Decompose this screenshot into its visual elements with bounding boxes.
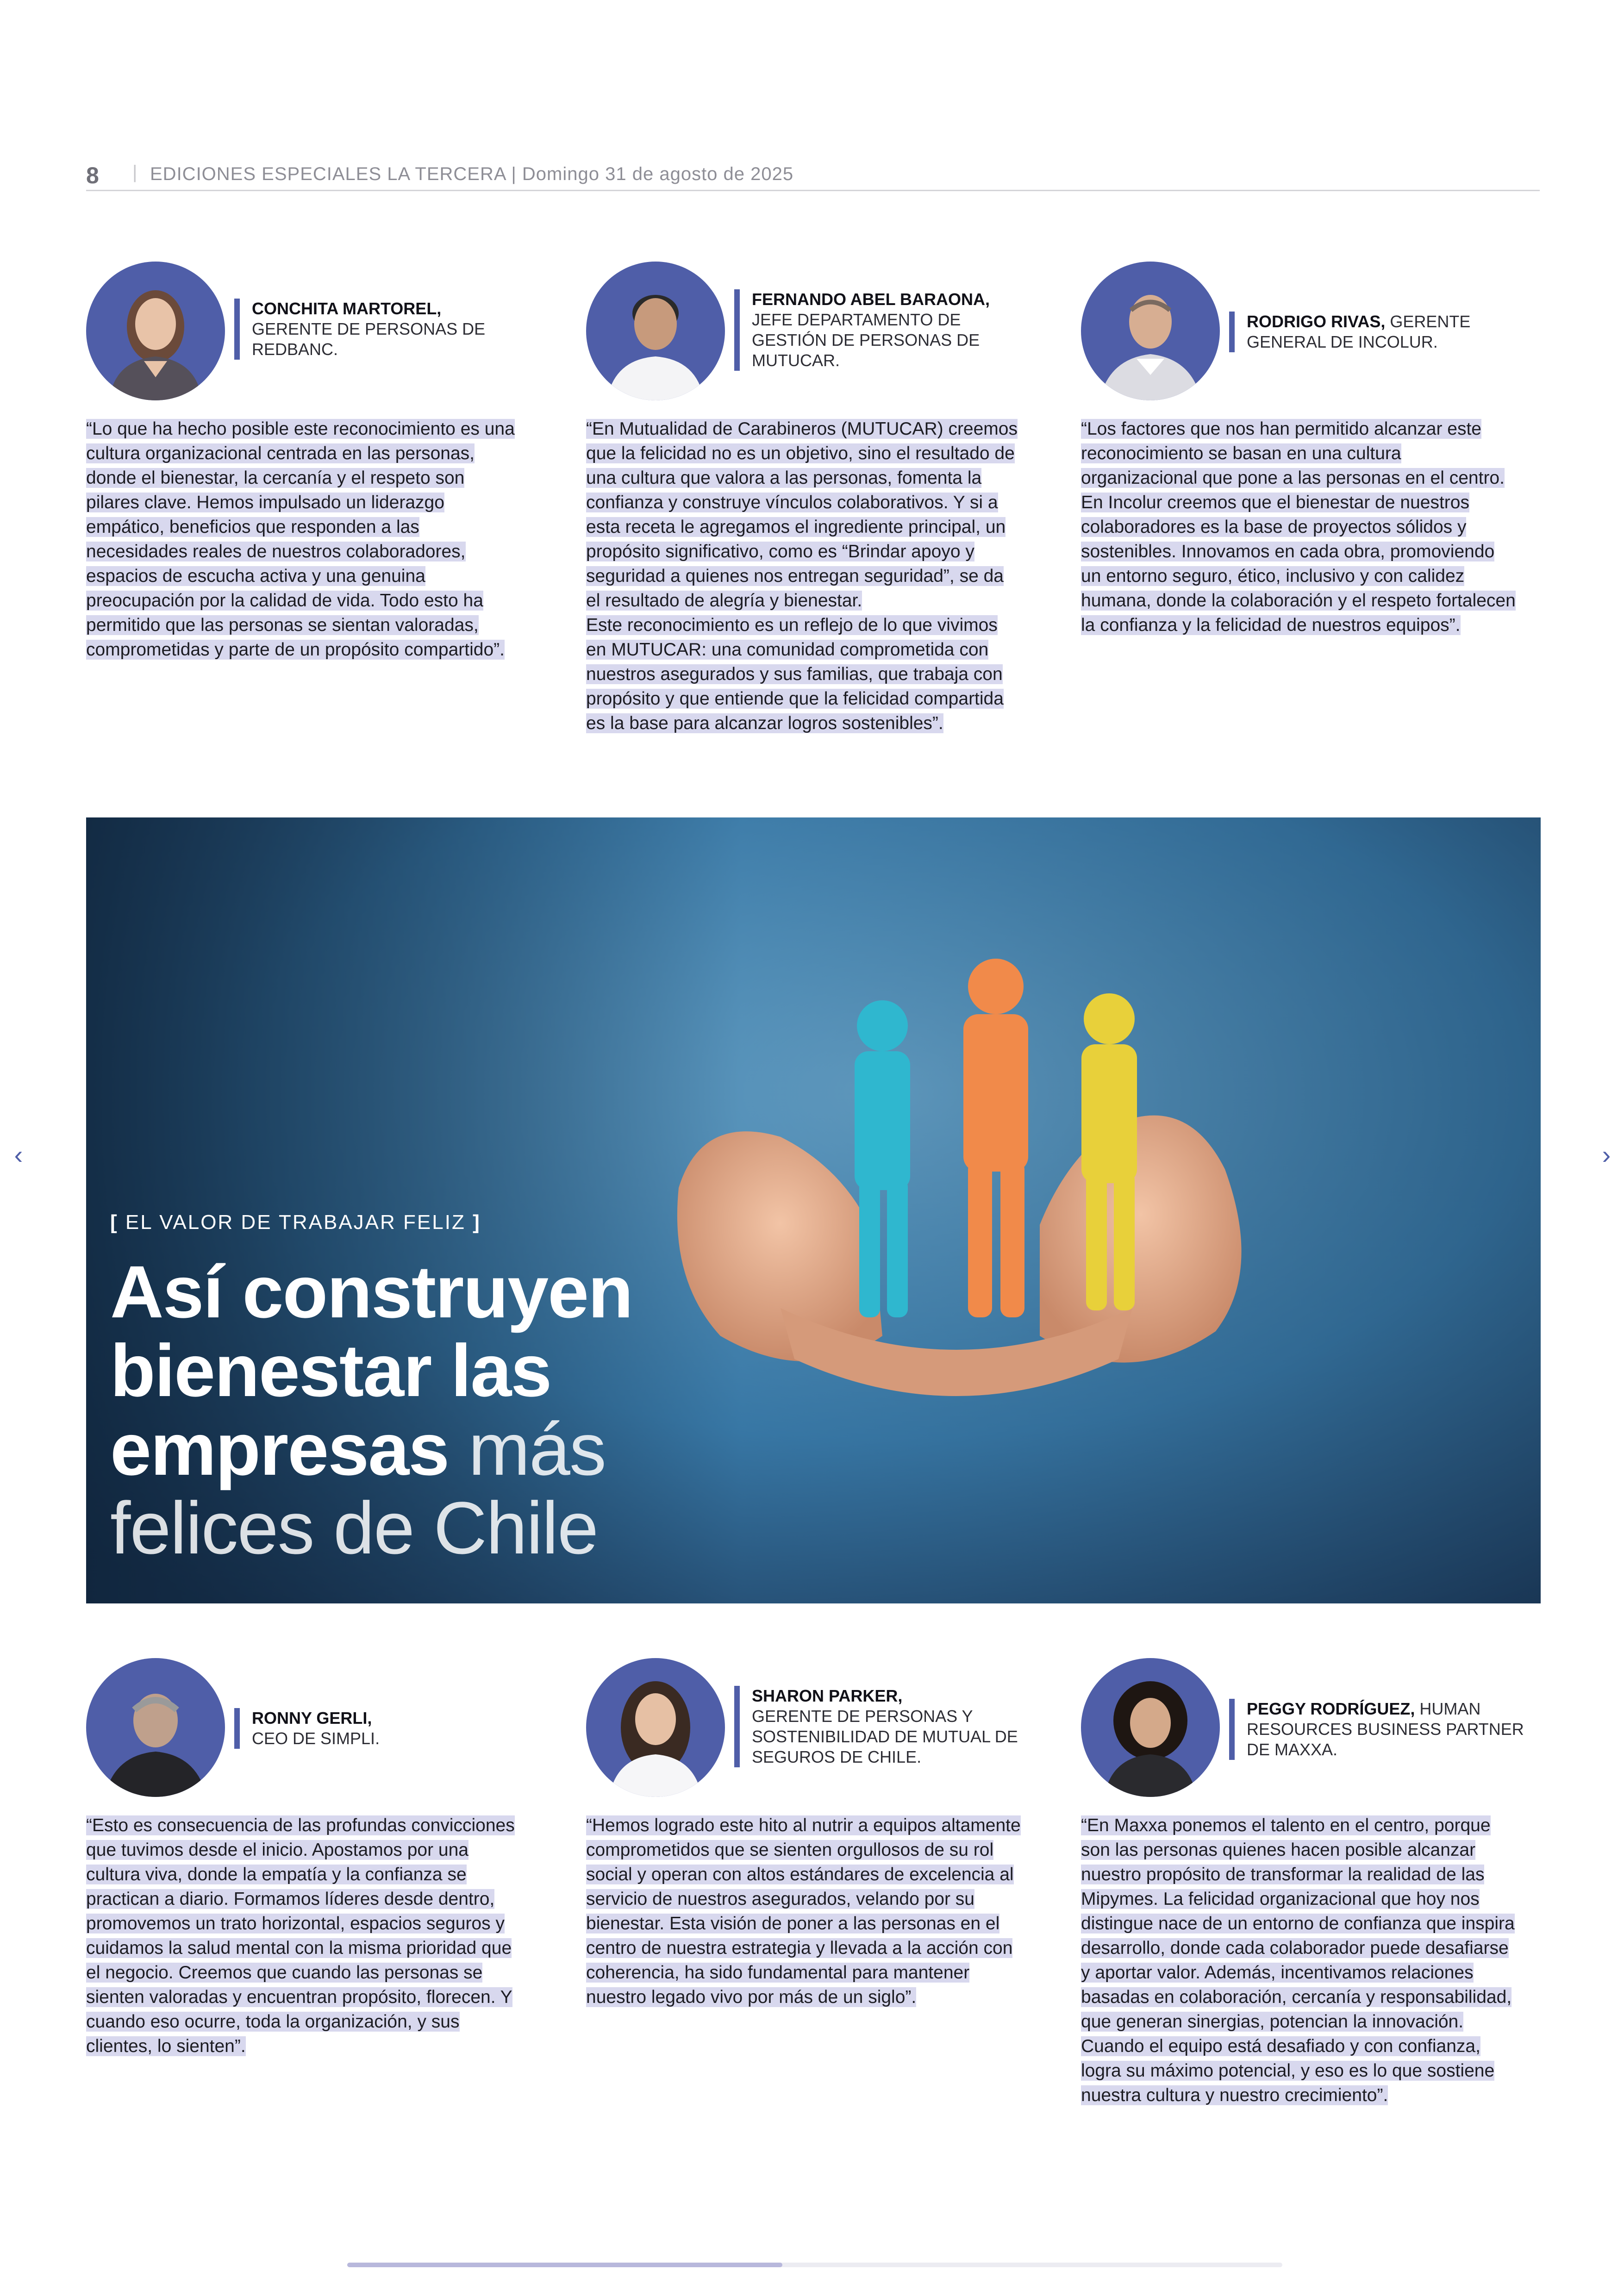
- testimonial-quote: [86, 417, 521, 662]
- avatar: [586, 1658, 725, 1797]
- person-role: JEFE DEPARTAMENTO DE GESTIÓN DE PERSONAS DE MUTUCAR.: [752, 310, 980, 370]
- page-number: 8: [86, 162, 100, 188]
- name-block: [234, 299, 530, 360]
- headline-line-3-bold: empresas: [110, 1408, 449, 1491]
- testimonial-quote: [1081, 1813, 1516, 2108]
- person-name: RONNY GERLI,: [252, 1709, 372, 1727]
- person-name: FERNANDO ABEL BARAONA,: [752, 290, 990, 309]
- portrait-icon: [1081, 262, 1220, 400]
- headline-line-4: felices de Chile: [110, 1486, 598, 1569]
- previous-page-button[interactable]: [5, 1136, 32, 1173]
- headline-line-2: bienestar las: [110, 1329, 551, 1412]
- portrait-icon: [86, 262, 225, 400]
- horizontal-scrollbar-thumb[interactable]: [347, 2263, 782, 2267]
- portrait-icon: [1081, 1658, 1220, 1797]
- quote-text: “Esto es consecuencia de las profundas convicciones que tuvimos desde el inicio. Apostamos por una cultura viva, donde la empatía y la confianza se practican a diario. Formamos líderes desde dentro, promovemos un trato horizontal, espacios seguros y cuidamos la salud mental con la misma prioridad que el negocio. Creemos que cuando las personas se sienten valoradas y encuentran propósito, florecen. Y cuando eso ocurre, toda la organización, y sus clientes, lo sienten”.: [86, 1815, 515, 2056]
- kicker-bracket-close: ]: [473, 1211, 481, 1234]
- person-role: GERENTE DE PERSONAS Y SOSTENIBILIDAD DE MUTUAL DE SEGUROS DE CHILE.: [752, 1707, 1018, 1766]
- name-block: [734, 1686, 1030, 1767]
- quote-text: “Lo que ha hecho posible este reconocimiento es una cultura organizacional centrada en las personas, donde el bienestar, la cercanía y el respeto son pilares clave. Hemos impulsado un liderazgo empático, beneficios que responden a las necesidades reales de nuestros colaboradores, espacios de escucha activa y una genuina preocupación por la calidad de vida. Todo esto ha permitido que las personas se sientan valoradas, comprometidas y parte de un propósito compartido”.: [86, 419, 515, 660]
- name-block: [1229, 312, 1524, 352]
- quote-text: “En Maxxa ponemos el talento en el centro, porque son las personas quienes hacen posible alcanzar nuestro propósito de transformar la realidad de las Mipymes. La felicidad organizacional que hoy nos distingue nace de un entorno de confianza que inspira desarrollo, donde cada colaborador puede desafiarse y aportar valor. Además, incentivamos relaciones basadas en colaboración, cercanía y responsabilidad, que generan sinergias, potencian la innovación. Cuando el equipo está desafiado y con confianza, logra su máximo potencial, y eso es lo que sostiene nuestra cultura y nuestro crecimiento”.: [1081, 1815, 1515, 2105]
- testimonial-quote: [86, 1813, 521, 2058]
- person-name: CONCHITA MARTOREL,: [252, 299, 442, 318]
- avatar: [1081, 262, 1220, 400]
- publication-line: EDICIONES ESPECIALES LA TERCERA | Domingo 31 de agosto de 2025: [150, 164, 794, 184]
- portrait-icon: [586, 262, 725, 400]
- person-name: RODRIGO RIVAS,: [1247, 312, 1386, 331]
- testimonial-quote: [586, 1813, 1021, 2009]
- hero-banner: [86, 817, 1541, 1603]
- person-role: GERENTE DE PERSONAS DE REDBANC.: [252, 319, 486, 359]
- headline: [110, 1250, 805, 1569]
- avatar: [86, 1658, 225, 1797]
- quote-text-continued: Este reconocimiento es un reflejo de lo que vivimos en MUTUCAR: una comunidad comprometida con nuestros asegurados y sus familias, que trabaja con propósito y que entiende que la felicidad compartida es la base para alcanzar logros sostenibles”.: [586, 615, 1004, 733]
- name-block: [234, 1708, 530, 1749]
- chevron-left-icon: ‹: [14, 1140, 23, 1169]
- headline-line-3-light: más: [468, 1408, 606, 1491]
- testimonial-quote: [586, 417, 1021, 736]
- portrait-icon: [586, 1658, 725, 1797]
- testimonial-quote: [1081, 417, 1516, 637]
- person-name: SHARON PARKER,: [752, 1686, 903, 1705]
- page-header: [86, 162, 1540, 191]
- avatar: [586, 262, 725, 400]
- kicker-bracket-open: [: [110, 1211, 119, 1234]
- quote-text: “Los factores que nos han permitido alcanzar este reconocimiento se basan en una cultura organizacional que pone a las personas en el centro. En Incolur creemos que el bienestar de nuestros colaboradores es la base de proyectos sólidos y sostenibles. Innovamos en cada obra, promoviendo un entorno seguro, ético, inclusivo y con calidez humana, donde la colaboración y el respeto fortalecen la confianza y la felicidad de nuestros equipos”.: [1081, 419, 1516, 635]
- quote-text: “En Mutualidad de Carabineros (MUTUCAR) creemos que la felicidad no es un objetivo, sino el resultado de una cultura que valora a las personas, fomenta la confianza y construye vínculos colaborativos. Y si a esta receta le agregamos el ingrediente principal, un propósito significativo, como es “Brindar apoyo y seguridad a quienes nos entregan seguridad”, se da el resultado de alegría y bienestar.: [586, 419, 1018, 611]
- person-role: CEO DE SIMPLI.: [252, 1729, 380, 1748]
- name-block: [1229, 1699, 1524, 1760]
- chevron-right-icon: ›: [1602, 1140, 1611, 1169]
- quote-text: “Hemos logrado este hito al nutrir a equipos altamente comprometidos que se sienten orgullosos de su rol social y operan con altos estándares de excelencia al servicio de nuestros asegurados, velando por su bienestar. Esta visión de poner a las personas en el centro de nuestra estrategia y llevada a la acción con coherencia, ha sido fundamental para mantener nuestro legado vivo por más de un siglo”.: [586, 1815, 1021, 2007]
- person-name: PEGGY RODRÍGUEZ,: [1247, 1699, 1415, 1718]
- avatar: [1081, 1658, 1220, 1797]
- section-kicker: [110, 1211, 481, 1234]
- headline-line-1: Así construyen: [110, 1250, 632, 1333]
- next-page-button[interactable]: [1593, 1136, 1620, 1173]
- person-role: GERENTE GENERAL DE INCOLUR.: [1247, 312, 1471, 351]
- portrait-icon: [86, 1658, 225, 1797]
- avatar: [86, 262, 225, 400]
- kicker-text: EL VALOR DE TRABAJAR FELIZ: [125, 1211, 466, 1234]
- person-role: HUMAN RESOURCES BUSINESS PARTNER DE MAXXA.: [1247, 1699, 1524, 1759]
- header-separator: |: [132, 162, 138, 182]
- name-block: [734, 289, 1030, 371]
